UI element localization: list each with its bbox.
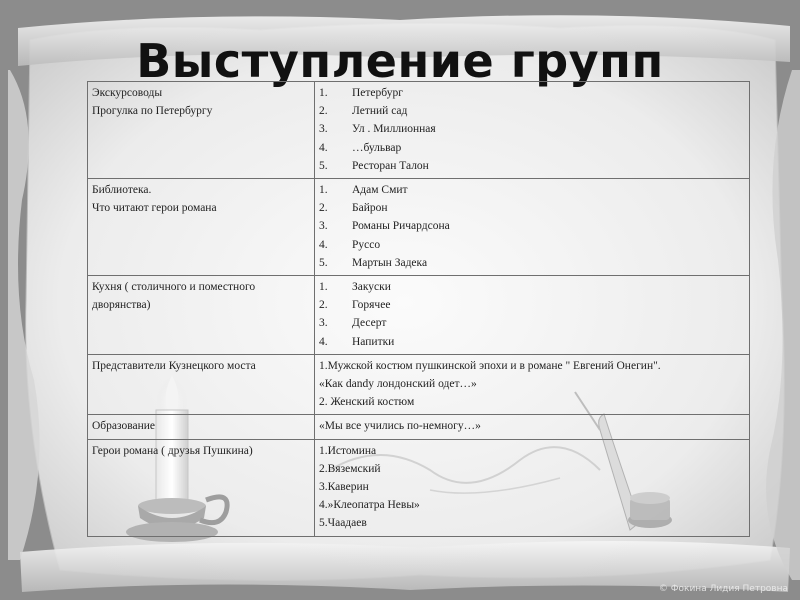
topics-cell bbox=[315, 179, 750, 276]
topics-cell bbox=[315, 354, 750, 415]
cell-text: Экскурсоводы bbox=[92, 87, 163, 99]
list-item: 3. Ул . Миллионная bbox=[319, 123, 436, 136]
cell-text: 5.Чаадаев bbox=[319, 517, 367, 530]
list-item: 4. …бульвар bbox=[319, 141, 402, 154]
list-item: 2. Горячее bbox=[319, 299, 391, 312]
cell-text: 3.Каверин bbox=[319, 481, 369, 494]
cell-text: 1.Истомина bbox=[319, 444, 377, 457]
table-row bbox=[88, 415, 750, 439]
list-item: 3. Десерт bbox=[319, 317, 387, 330]
topics-cell bbox=[315, 276, 750, 355]
cell-text: 2.Вяземский bbox=[319, 462, 381, 475]
cell-text: Образование bbox=[92, 420, 156, 433]
group-name-cell bbox=[88, 439, 315, 536]
list-item: 5. Мартын Задека bbox=[319, 256, 428, 269]
topics-cell bbox=[315, 439, 750, 536]
group-name-cell bbox=[88, 82, 315, 179]
author-credit: © Фокина Лидия Петровна bbox=[658, 584, 788, 594]
list-item: 1. Закуски bbox=[319, 281, 391, 294]
cell-text: Кухня ( столичного и поместного bbox=[92, 281, 256, 294]
cell-text: Библиотека. bbox=[92, 184, 152, 197]
group-name-cell bbox=[88, 179, 315, 276]
cell-text: Представители Кузнецкого моста bbox=[92, 359, 256, 372]
table-row bbox=[88, 82, 750, 179]
group-name-cell bbox=[88, 276, 315, 355]
topics-cell bbox=[315, 415, 750, 439]
cell-text: дворянства) bbox=[92, 299, 151, 312]
cell-text: «Мы все учились по-немногу…» bbox=[319, 420, 481, 433]
cell-text: Что читают герои романа bbox=[92, 202, 217, 215]
list-item: 4. Напитки bbox=[319, 335, 395, 348]
groups-table bbox=[87, 81, 750, 537]
table-row bbox=[88, 276, 750, 355]
cell-text: 4.»Клеопатра Невы» bbox=[319, 499, 420, 512]
cell-text: Прогулка по Петербургу bbox=[92, 105, 213, 118]
list-item: 2. Летний сад bbox=[319, 105, 408, 118]
list-item: 3. Романы Ричардсона bbox=[319, 220, 450, 233]
cell-text: 2. Женский костюм bbox=[319, 396, 415, 409]
list-item: 5. Ресторан Талон bbox=[319, 159, 429, 172]
list-item: 1. Адам Смит bbox=[319, 184, 408, 197]
slide-title: Выступление групп bbox=[136, 34, 664, 88]
topics-cell bbox=[315, 82, 750, 179]
table-row bbox=[88, 354, 750, 415]
cell-text: «Как dandy лондонский одет…» bbox=[319, 378, 477, 391]
table-row bbox=[88, 179, 750, 276]
group-name-cell bbox=[88, 354, 315, 415]
cell-text: 1.Мужской костюм пушкинской эпохи и в романе " Евгений Онегин". bbox=[319, 359, 661, 372]
group-name-cell bbox=[88, 415, 315, 439]
list-item: 1. Петербург bbox=[319, 87, 403, 99]
list-item: 4. Руссо bbox=[319, 238, 381, 251]
table-row bbox=[88, 439, 750, 536]
list-item: 2. Байрон bbox=[319, 202, 388, 215]
cell-text: Герои романа ( друзья Пушкина) bbox=[92, 444, 253, 457]
